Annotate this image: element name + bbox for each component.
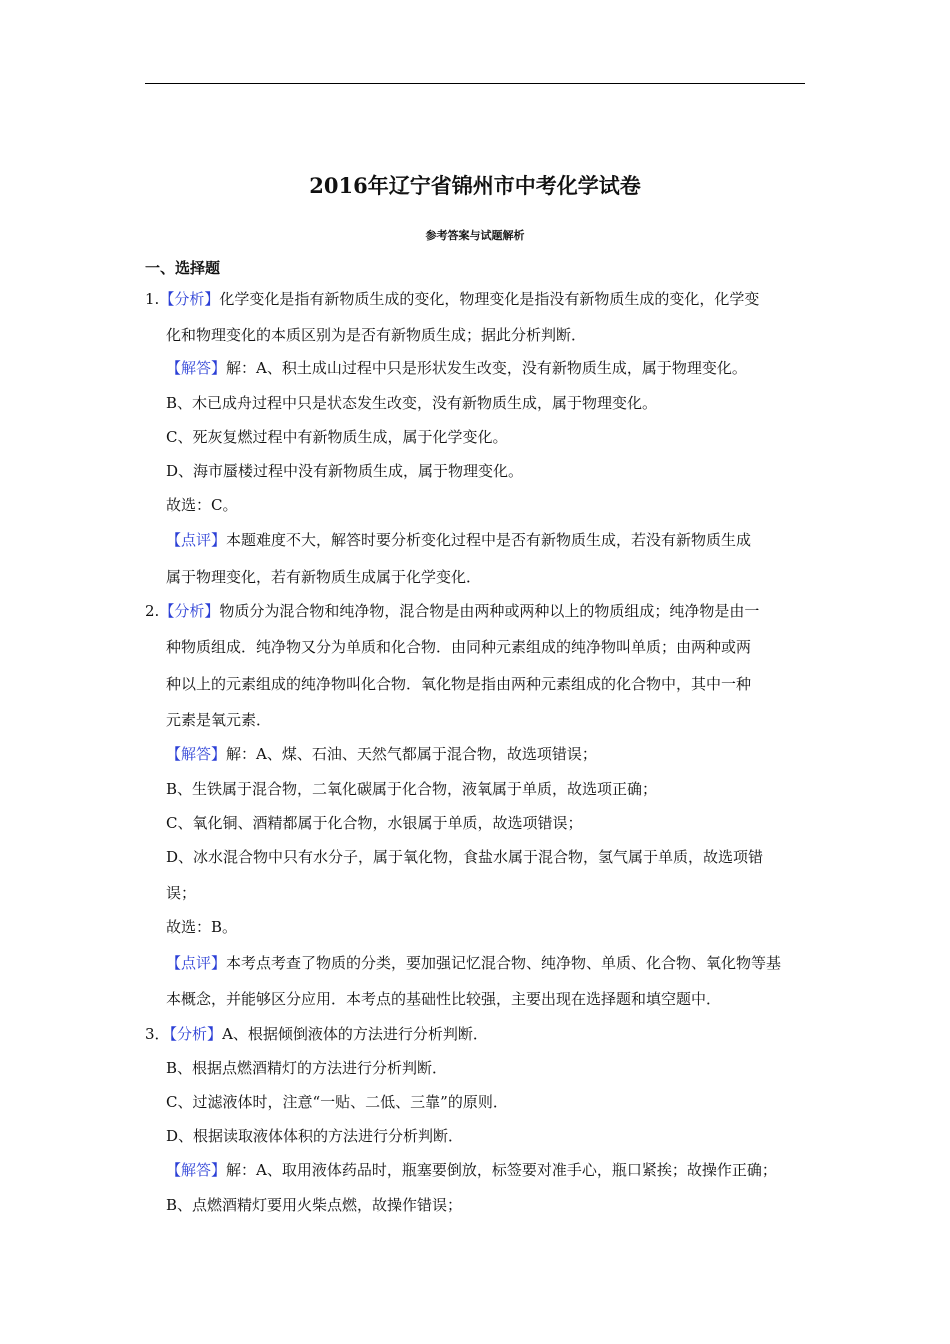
q2-analysis-line-4: 元素是氧元素． [166,711,272,729]
q2-answer-tag: 【解答】 [166,745,227,763]
q2-answer-line-3: C、氧化铜、酒精都属于化合物，水银属于单质，故选项错误； [166,814,583,832]
q3-answer-text-1: 解：A、取用液体药品时，瓶塞要倒放，标签要对准手心，瓶口紧挨；故操作正确； [226,1161,777,1179]
q1-analysis-text-1: 化学变化是指有新物质生成的变化，物理变化是指没有新物质生成的变化，化学变 [219,290,760,308]
q1-answer-line-4: D、海市蜃楼过程中没有新物质生成，属于物理变化。 [166,462,524,480]
page-title: 2016年辽宁省锦州市中考化学试卷 [309,173,641,198]
q1-number: 1. [145,290,160,308]
q1-choice: 故选：C。 [166,496,238,514]
q1-comment-line-1 [166,531,751,549]
page-subtitle: 参考答案与试题解析 [425,229,525,242]
q1-comment-line-2: 属于物理变化，若有新物质生成属于化学变化． [166,568,482,586]
q1-answer-line-1 [166,359,747,377]
q2-analysis-text-1: 物质分为混合物和纯净物，混合物是由两种或两种以上的物质组成；纯净物是由一 [219,602,760,620]
q3-number: 3． [145,1025,170,1043]
q1-analysis-tag: 【分析】 [159,290,220,308]
q3-analysis-line-4: D、根据读取液体体积的方法进行分析判断． [166,1127,464,1145]
q2-comment-text-1: 本考点考查了物质的分类，要加强记忆混合物、纯净物、单质、化合物、氧化物等基 [226,954,782,972]
q2-comment-tag: 【点评】 [166,954,227,972]
q2-analysis-line-3: 种以上的元素组成的纯净物叫化合物．氧化物是指由两种元素组成的化合物中，其中一种 [166,675,752,693]
q3-answer-tag: 【解答】 [166,1161,227,1179]
header-rule [145,83,805,84]
q2-answer-line-5: 误； [166,884,197,902]
q2-answer-line-2: B、生铁属于混合物，二氧化碳属于化合物，液氧属于单质，故选项正确； [166,780,658,798]
section-heading: 一、选择题 [145,259,221,277]
q2-number: 2. [145,602,160,620]
q2-choice: 故选：B。 [166,918,238,936]
q2-answer-text-1: 解：A、煤、石油、天然气都属于混合物，故选项错误； [226,745,597,763]
q3-analysis-tag: 【分析】 [169,1025,223,1043]
q2-comment-line-2: 本概念，并能够区分应用．本考点的基础性比较强，主要出现在选择题和填空题中． [166,990,722,1008]
q2-analysis-line-2: 种物质组成．纯净物又分为单质和化合物．由同种元素组成的纯净物叫单质；由两种或两 [166,638,752,656]
q1-answer-tag: 【解答】 [166,359,227,377]
q3-answer-line-2: B、点燃酒精灯要用火柴点燃，故操作错误； [166,1196,463,1214]
q2-answer-line-4: D、冰水混合物中只有水分子，属于氧化物，食盐水属于混合物，氢气属于单质，故选项错 [166,848,764,866]
q1-answer-line-2: B、木已成舟过程中只是状态发生改变，没有新物质生成，属于物理变化。 [166,394,658,412]
q1-answer-text-1: 解：A、积土成山过程中只是形状发生改变，没有新物质生成，属于物理变化。 [226,359,747,377]
q3-analysis-line-2: B、根据点燃酒精灯的方法进行分析判断． [166,1059,448,1077]
q2-analysis-tag: 【分析】 [159,602,220,620]
q1-comment-text-1: 本题难度不大，解答时要分析变化过程中是否有新物质生成，若没有新物质生成 [226,531,752,549]
q1-answer-line-3: C、死灰复燃过程中有新物质生成，属于化学变化。 [166,428,508,446]
q3-analysis-text-1: A、根据倾倒液体的方法进行分析判断． [222,1025,488,1043]
q1-analysis-line-1 [145,290,759,308]
q2-answer-line-1 [166,745,597,763]
q1-comment-tag: 【点评】 [166,531,227,549]
q3-answer-line-1 [166,1161,777,1179]
q1-analysis-line-2: 化和物理变化的本质区别为是否有新物质生成；据此分析判断． [166,326,587,344]
q2-comment-line-1 [166,954,781,972]
q2-analysis-line-1 [145,602,759,620]
q3-analysis-line-3: C、过滤液体时，注意“一贴、二低、三靠”的原则． [166,1093,508,1111]
q3-analysis-line-1 [145,1025,488,1043]
